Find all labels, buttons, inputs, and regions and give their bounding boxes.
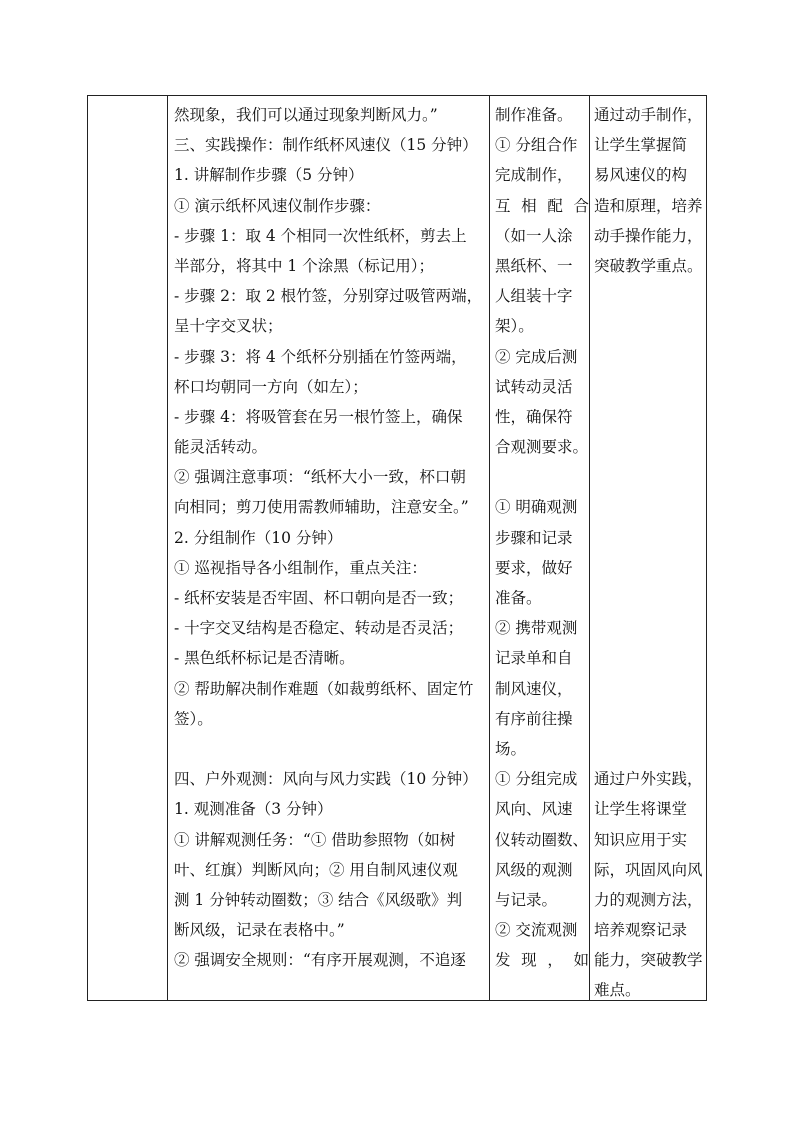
activity-text-line — [174, 734, 488, 764]
activity-text-line: 叶、红旗）判断风向；② 用自制风速仪观 — [174, 860, 458, 879]
intent-text-line — [594, 704, 704, 734]
student-text-line: 风向、风速 — [495, 800, 573, 819]
activity-text-line: ② 帮助解决制作难题（如裁剪纸杯、固定竹 — [174, 679, 474, 698]
activity-text-line: ② 强调安全规则：“有序开展观测，不追逐 — [174, 951, 466, 970]
activity-text-line: 1. 观测准备（3 分钟） — [174, 800, 333, 819]
intent-text-line — [594, 462, 704, 492]
activity-text-line: 能灵活转动。 — [174, 438, 268, 457]
activity-text-line: 1. 讲解制作步骤（5 分钟） — [174, 166, 364, 185]
activity-text-line: - 十字交叉结构是否稳定、转动是否灵活； — [174, 619, 464, 638]
student-text-line: 有序前往操 — [495, 709, 573, 728]
intent-text-line: 力的观测方法， — [594, 890, 703, 909]
activity-text-line: 呈十字交叉状； — [174, 317, 283, 336]
student-text-line: 步骤和记录 — [495, 528, 573, 547]
intent-text-line: 培养观察记录 — [594, 921, 688, 940]
activity-text-line: ① 演示纸杯风速仪制作步骤： — [174, 196, 381, 215]
student-text-line: 仪转动圈数、 — [495, 830, 589, 849]
student-text-line — [495, 462, 589, 492]
activity-text-line: ① 讲解观测任务：“① 借助参照物（如树 — [174, 830, 456, 849]
intent-text-line: 通过户外实践， — [594, 770, 703, 789]
student-text-line: 准备。 — [495, 589, 542, 607]
activity-text-line: 断风级，记录在表格中。” — [174, 921, 345, 940]
activity-text-line: - 黑色纸杯标记是否清晰。 — [174, 649, 355, 668]
activity-text-line: ② 强调注意事项：“纸杯大小一致，杯口朝 — [174, 468, 466, 487]
student-text-line: 黑纸杯、一 — [495, 256, 573, 275]
student-text-line: ② 携带观测 — [495, 619, 578, 638]
intent-text-line: 难点。 — [594, 981, 641, 1000]
intent-text-line: 际，巩固风向风 — [594, 860, 703, 879]
intent-text-line: 知识应用于实 — [594, 830, 688, 849]
activity-text-line: 四、户外观测：风向与风力实践（10 分钟） — [174, 770, 478, 789]
student-text-line: （如一人涂 — [495, 226, 573, 245]
intent-text-line — [594, 311, 704, 341]
intent-text-line: 动手操作能力， — [594, 226, 703, 245]
student-text-line: 互 相 配 合 — [495, 196, 589, 215]
student-text-line: 发 现 ， 如 — [495, 951, 589, 970]
student-text-line: 人组装十字 — [495, 287, 573, 306]
student-text-line: ① 分组完成 — [495, 770, 578, 789]
activity-text-line: 向相同；剪刀使用需教师辅助，注意安全。” — [174, 498, 469, 517]
student-text-line: 试转动灵活 — [495, 377, 573, 396]
activity-text-line: 2. 分组制作（10 分钟） — [174, 528, 343, 547]
intent-text-line — [594, 613, 704, 643]
intent-text-line: 能力，突破教学 — [594, 951, 703, 970]
intent-text-line: 突破教学重点。 — [594, 256, 703, 275]
student-text-line: ① 明确观测 — [495, 498, 578, 517]
column-divider-2 — [489, 96, 490, 1000]
lesson-plan-table — [87, 95, 707, 1001]
intent-text-line: 让学生掌握简 — [594, 136, 688, 155]
intent-text-line — [594, 402, 704, 432]
student-text-line: 制作准备。 — [495, 106, 573, 124]
teacher-activity-cell — [174, 100, 488, 975]
intent-text-line — [594, 432, 704, 462]
student-text-line: ① 分组合作 — [495, 136, 578, 155]
student-text-line: 要求，做好 — [495, 558, 573, 577]
student-text-line: 风级的观测 — [495, 860, 573, 879]
activity-text-line: 签）。 — [174, 709, 213, 728]
student-activity-cell — [495, 100, 589, 975]
student-text-line: 架）。 — [495, 317, 534, 336]
student-text-line: 合观测要求。 — [495, 438, 589, 457]
activity-text-line: - 步骤 1：取 4 个相同一次性纸杯，剪去上 — [174, 226, 467, 245]
activity-text-line: ① 巡视指导各小组制作，重点关注： — [174, 558, 427, 577]
student-text-line: 完成制作， — [495, 166, 573, 185]
activity-text-line: 测 1 分钟转动圈数；③ 结合《风级歌》判 — [174, 890, 463, 909]
intent-text-line — [594, 674, 704, 704]
student-text-line: ② 交流观测 — [495, 921, 578, 940]
intent-text-line — [594, 372, 704, 402]
student-text-line: ② 完成后测 — [495, 347, 578, 366]
activity-text-line: 三、实践操作：制作纸杯风速仪（15 分钟） — [174, 136, 478, 155]
student-text-line: 记录单和自 — [495, 649, 573, 668]
student-text-line: 与记录。 — [495, 890, 558, 909]
activity-text-line: - 步骤 4：将吸管套在另一根竹签上，确保 — [174, 407, 463, 426]
intent-text-line — [594, 523, 704, 553]
activity-text-line: 杯口均朝同一方向（如左）； — [174, 377, 368, 396]
activity-text-line: - 步骤 2：取 2 根竹签，分别穿过吸管两端， — [174, 287, 483, 306]
column-divider-3 — [589, 96, 590, 1000]
student-text-line: 场。 — [495, 739, 527, 758]
student-text-line: 制风速仪， — [495, 679, 573, 698]
intent-text-line — [594, 281, 704, 311]
intent-text-line — [594, 553, 704, 583]
design-intent-cell — [594, 100, 704, 1006]
intent-text-line: 易风速仪的构 — [594, 166, 688, 185]
intent-text-line — [594, 492, 704, 522]
intent-text-line — [594, 342, 704, 372]
activity-text-line: - 纸杯安装是否牢固、杯口朝向是否一致； — [174, 589, 464, 607]
activity-text-line: 然现象，我们可以通过现象判断风力。” — [174, 106, 438, 124]
intent-text-line — [594, 583, 704, 613]
intent-text-line — [594, 734, 704, 764]
intent-text-line: 造和原理，培养 — [594, 196, 703, 215]
column-divider-1 — [167, 96, 168, 1000]
intent-text-line: 通过动手制作， — [594, 106, 703, 124]
student-text-line: 性，确保符 — [495, 407, 573, 426]
activity-text-line: - 步骤 3：将 4 个纸杯分别插在竹签两端， — [174, 347, 467, 366]
intent-text-line — [594, 643, 704, 673]
activity-text-line: 半部分，将其中 1 个涂黑（标记用）； — [174, 256, 434, 275]
intent-text-line: 让学生将课堂 — [594, 800, 688, 819]
